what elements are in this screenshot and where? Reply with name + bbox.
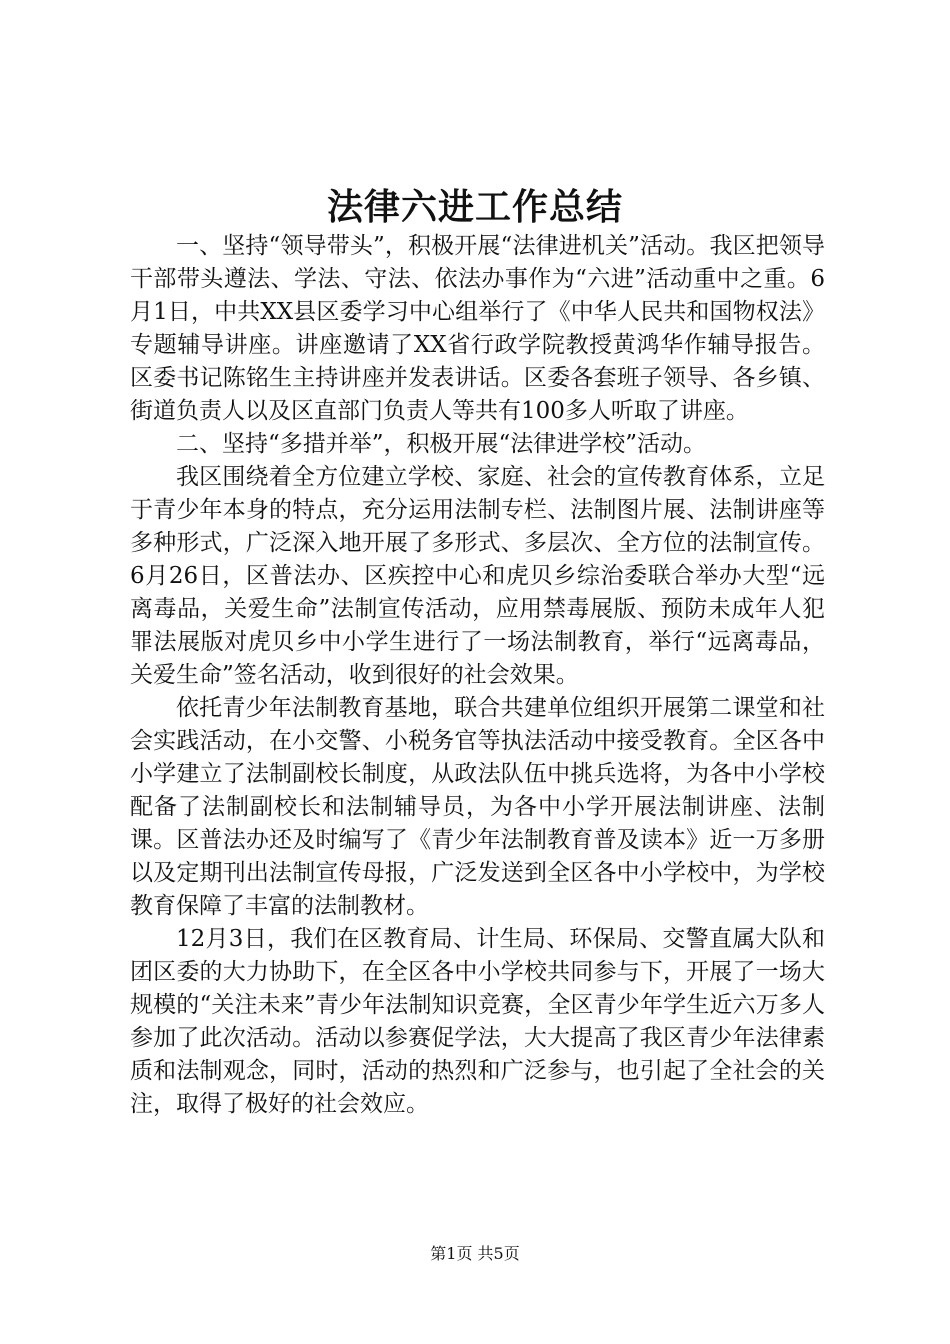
paragraph-1: 一、坚持“领导带头”，积极开展“法律进机关”活动。我区把领导干部带头遵法、学法、守法、依法办事作为“六进”活动重中之重。6月1日，中共XX县区委学习中心组举行了《中华人民共和国物权法》专题辅导讲座。讲座邀请了XX省行政学院教授黄鸿华作辅导报告。区委书记陈铭生主持讲座并发表讲话。区委各套班子领导、各乡镇、街道负责人以及区直部门负责人等共有100多人听取了讲座。 <box>130 233 825 424</box>
paragraph-5: 12月3日，我们在区教育局、计生局、环保局、交警直属大队和团区委的大力协助下，在全区各中小学校共同参与下，开展了一场大规模的“关注未来”青少年法制知识竞赛，全区青少年学生近六万多人参加了此次活动。活动以参赛促学法，大大提高了我区青少年法律素质和法制观念，同时，活动的热烈和广泛参与，也引起了全社会的关注，取得了极好的社会效应。 <box>130 926 825 1117</box>
paragraph-3: 我区围绕着全方位建立学校、家庭、社会的宣传教育体系，立足于青少年本身的特点，充分运用法制专栏、法制图片展、法制讲座等多种形式，广泛深入地开展了多形式、多层次、全方位的法制宣传。6月26日，区普法办、区疾控中心和虎贝乡综治委联合举办大型“远离毒品，关爱生命”法制宣传活动，应用禁毒展版、预防未成年人犯罪法展版对虎贝乡中小学生进行了一场法制教育，举行“远离毒品，关爱生命”签名活动，收到很好的社会效果。 <box>130 464 825 688</box>
page-title: 法律六进工作总结 <box>326 186 623 228</box>
paragraph-4: 依托青少年法制教育基地，联合共建单位组织开展第二课堂和社会实践活动，在小交警、小税务官等执法活动中接受教育。全区各中小学建立了法制副校长制度，从政法队伍中挑兵选将，为各中小学校配备了法制副校长和法制辅导员，为各中小学开展法制讲座、法制课。区普法办还及时编写了《青少年法制教育普及读本》近一万多册以及定期刊出法制宣传母报，广泛发送到全区各中小学校中，为学校教育保障了丰富的法制教材。 <box>130 695 825 919</box>
paragraph-2: 二、坚持“多措并举”，积极开展“法律进学校”活动。 <box>176 431 707 457</box>
document-body <box>130 230 825 1121</box>
page-number-footer: 第1页 共5页 <box>430 1244 520 1263</box>
